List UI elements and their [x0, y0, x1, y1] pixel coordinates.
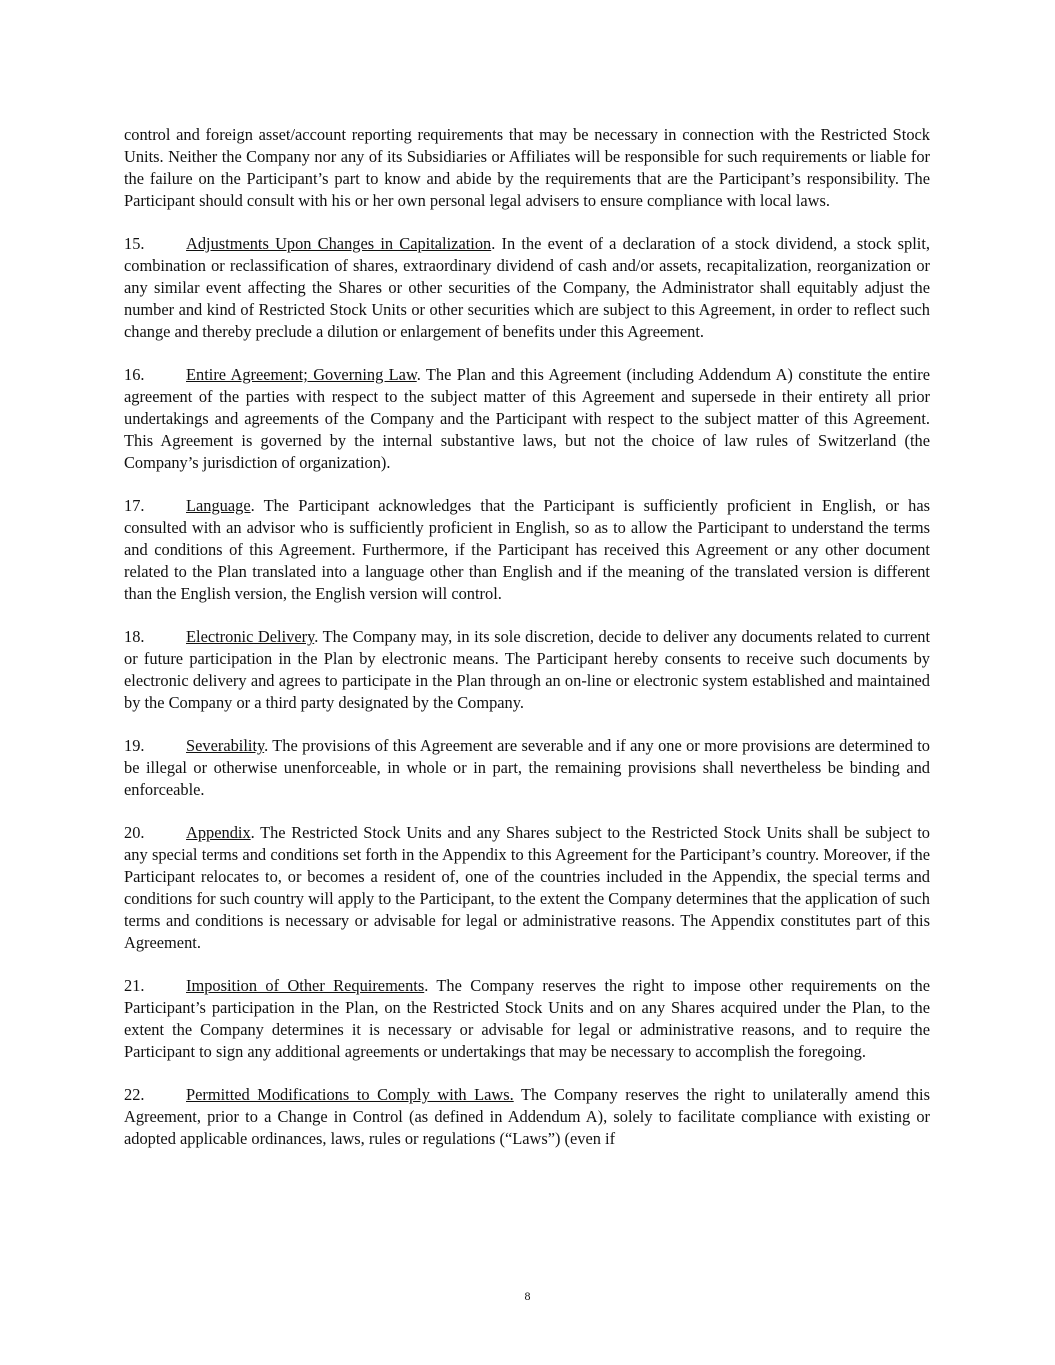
section-body: . The Restricted Stock Units and any Shares subject to the Restricted Stock Units shall be subject to any special terms and conditions set forth in the Appendix to this Agreement for the Participant’s country. Moreover, if the Participant relocates to, or becomes a resident of, one of the countries included in the Appendix, the special terms and conditions for such country will apply to the Participant, to the extent the Company determines that the application of such terms and conditions is necessary or advisable for legal or administrative reasons. The Appendix constitutes part of this Agreement.: [124, 823, 930, 952]
section-heading: Imposition of Other Requirements: [186, 976, 425, 995]
page-number: 8: [524, 1289, 531, 1303]
section-20: [124, 822, 930, 954]
intro-paragraph: control and foreign asset/account reporting requirements that may be necessary in connection with the Restricted Stock Units. Neither the Company nor any of its Subsidiaries or Affiliates will be responsible for such requirements or liable for the failure on the Participant’s part to know and abide by the requirements that are the Participant’s responsibility. The Participant should consult with his or her own personal legal advisers to ensure compliance with local laws.: [124, 125, 930, 210]
section-body: . The Company may, in its sole discretion, decide to deliver any documents related to current or future participation in the Plan by electronic means. The Participant hereby consents to receive such documents by electronic delivery and agrees to participate in the Plan through an on-line or electronic system established and maintained by the Company or a third party designated by the Company.: [124, 627, 930, 712]
section-18: [124, 626, 930, 714]
section-body: . The provisions of this Agreement are severable and if any one or more provisions are determined to be illegal or otherwise unenforceable, in whole or in part, the remaining provisions shall nevertheless be binding and enforceable.: [124, 736, 930, 799]
section-16: [124, 364, 930, 474]
section-number: 17.: [124, 496, 145, 515]
section-15: [124, 233, 930, 343]
section-heading: Appendix: [186, 823, 251, 842]
section-21: [124, 975, 930, 1063]
section-number: 18.: [124, 627, 145, 646]
section-heading: Adjustments Upon Changes in Capitalization: [186, 234, 492, 253]
section-number: 21.: [124, 976, 145, 995]
section-body: . The Plan and this Agreement (including Addendum A) constitute the entire agreement of the parties with respect to the subject matter of this Agreement and supersede in their entirety all prior undertakings and agreements of the Company and the Participant with respect to the subject matter of this Agreement. This Agreement is governed by the internal substantive laws, but not the choice of law rules of Switzerland (the Company’s jurisdiction of organization).: [124, 365, 930, 472]
document-page: [124, 124, 930, 1171]
section-17: [124, 495, 930, 605]
section-number: 16.: [124, 365, 145, 384]
section-heading: Language: [186, 496, 251, 515]
section-heading: Electronic Delivery: [186, 627, 315, 646]
section-number: 15.: [124, 234, 145, 253]
section-number: 19.: [124, 736, 145, 755]
section-number: 22.: [124, 1085, 145, 1104]
section-body: . In the event of a declaration of a stock dividend, a stock split, combination or reclassification of shares, extraordinary dividend of cash and/or assets, recapitalization, reorganization or any similar event affecting the Shares or other securities of the Company, the Administrator shall equitably adjust the number and kind of Restricted Stock Units or other securities which are subject to this Agreement, in order to reflect such change and thereby preclude a dilution or enlargement of benefits under this Agreement.: [124, 234, 930, 341]
section-19: [124, 735, 930, 801]
section-heading: Entire Agreement; Governing Law: [186, 365, 417, 384]
section-22: [124, 1084, 930, 1150]
section-heading: Severability: [186, 736, 265, 755]
section-number: 20.: [124, 823, 145, 842]
section-heading: Permitted Modifications to Comply with Laws.: [186, 1085, 514, 1104]
section-body: . The Company reserves the right to impose other requirements on the Participant’s participation in the Plan, on the Restricted Stock Units and on any Shares acquired under the Plan, to the extent the Company determines it is necessary or advisable for legal or administrative reasons, and to require the Participant to sign any additional agreements or undertakings that may be necessary to accomplish the foregoing.: [124, 976, 930, 1061]
section-body: . The Participant acknowledges that the Participant is sufficiently proficient in English, or has consulted with an advisor who is sufficiently proficient in English, so as to allow the Participant to understand the terms and conditions of this Agreement. Furthermore, if the Participant has received this Agreement or any other document related to the Plan translated into a language other than English and if the meaning of the translated version is different than the English version, the English version will control.: [124, 496, 930, 603]
section-body: The Company reserves the right to unilaterally amend this Agreement, prior to a Change in Control (as defined in Addendum A), solely to facilitate compliance with existing or adopted applicable ordinances, laws, rules or regulations (“Laws”) (even if: [124, 1085, 930, 1148]
